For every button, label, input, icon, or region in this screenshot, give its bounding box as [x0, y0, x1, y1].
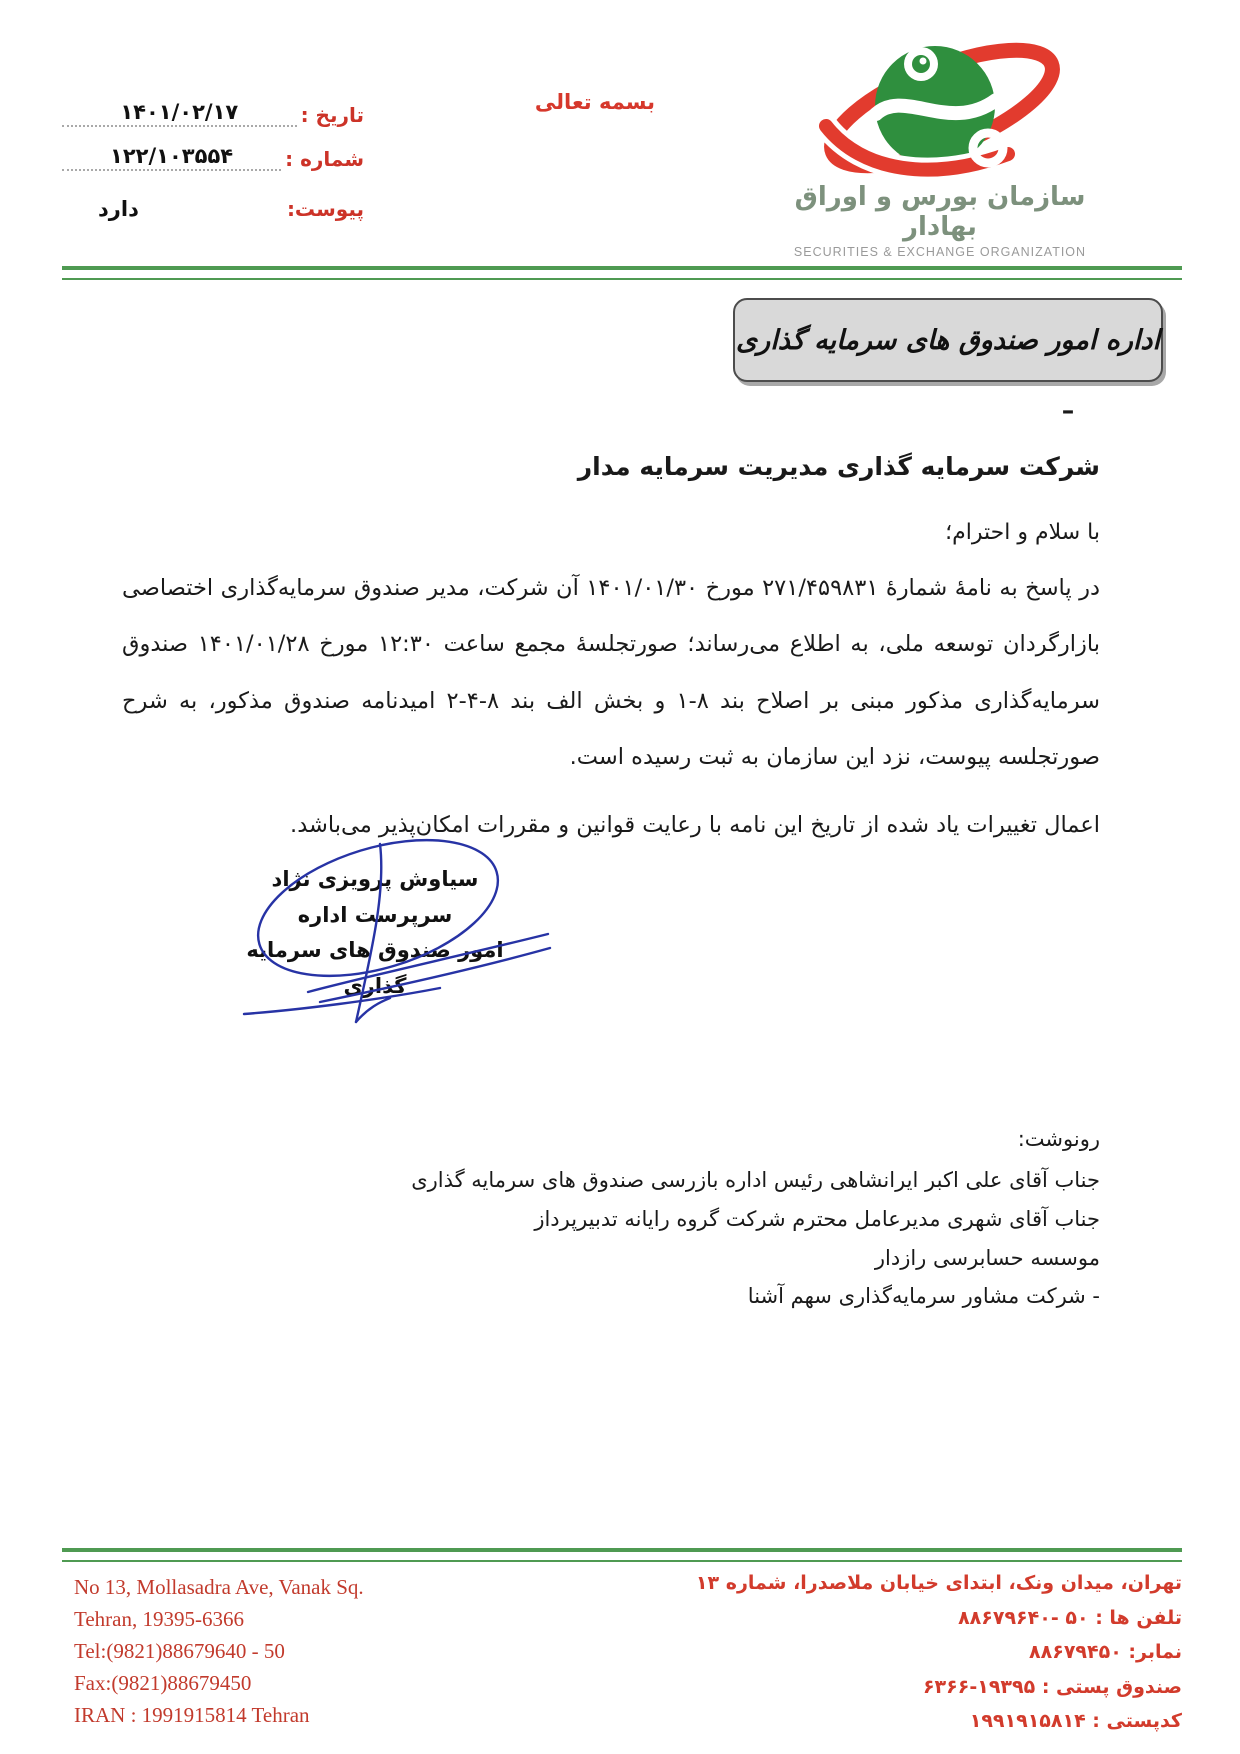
number-label: شماره :	[285, 147, 364, 171]
footer-fa-line: تلفن ها : ۵۰ -۸۸۶۷۹۶۴۰	[958, 1606, 1182, 1629]
cc-item: - شرکت مشاور سرمایه‌گذاری سهم آشنا	[747, 1284, 1100, 1309]
body-paragraph-1: در پاسخ به نامهٔ شمارهٔ ۲۷۱/۴۵۹۸۳۱ مورخ ۱۴۰۱/۰۱/۳۰ آن شرکت، مدیر صندوق سرمایه‌گذاری اختصاصی بازارگردان توسعه ملی، به اطلاع می‌رساند؛ صورتجلسهٔ مجمع ساعت ۱۲:۳۰ مورخ ۱۴۰۱/۰۱/۲۸ صندوق سرمایه‌گذاری مذکور مبنی بر اصلاح بند ۸-۱ و بخش الف بند ۸-۴-۲ امیدنامه صندوق مذکور، به شرح صورتجلسه پیوست، نزد این سازمان به ثبت رسیده است.	[122, 575, 1101, 770]
attachment-label: پیوست:	[286, 197, 364, 221]
footer-address-en	[74, 1572, 364, 1732]
organization-name-fa: سازمان بورس و اوراق بهادار	[794, 182, 1086, 242]
date-field	[62, 100, 364, 127]
attachment-value: دارد	[98, 197, 139, 221]
footer-fa-line: صندوق پستی : ۱۹۳۹۵-۶۳۶۶	[922, 1675, 1182, 1698]
date-label: تاریخ :	[300, 103, 364, 127]
body-paragraph-2: اعمال تغییرات یاد شده از تاریخ این نامه با رعایت قوانین و مقررات امکان‌پذیر می‌باشد.	[290, 812, 1100, 838]
seo-logo-icon	[800, 30, 1080, 182]
salutation: با سلام و احترام؛	[945, 520, 1100, 545]
organization-name-en: SECURITIES & EXCHANGE ORGANIZATION	[793, 245, 1087, 259]
attachment-field	[62, 197, 364, 221]
footer-divider	[62, 1548, 1182, 1562]
footer-fa-line: نمابر: ۸۸۶۷۹۴۵۰	[1029, 1641, 1182, 1664]
department-box: اداره امور صندوق های سرمایه گذاری	[733, 298, 1163, 382]
number-value: ۱۲۲/۱۰۳۵۵۴	[110, 144, 234, 168]
dash-mark: –	[1061, 396, 1075, 425]
signatory-name: سیاوش پرویزی نژاد	[271, 867, 479, 891]
footer-fa-line: کدپستی : ۱۹۹۱۹۱۵۸۱۴	[969, 1710, 1182, 1733]
cc-label: رونوشت:	[1017, 1127, 1100, 1151]
cc-item: جناب آقای علی اکبر ایرانشاهی رئیس اداره بازرسی صندوق های سرمایه گذاری	[411, 1167, 1100, 1192]
cc-section	[411, 1120, 1100, 1316]
cc-item: موسسه حسابرسی رازدار	[874, 1245, 1100, 1270]
header-divider	[62, 266, 1182, 280]
footer-en-line: Tel:(9821)88679640 - 50	[74, 1638, 285, 1663]
number-field	[62, 144, 364, 171]
signatory-title-line1: سرپرست اداره	[297, 902, 453, 927]
number-dotted-line	[62, 144, 281, 171]
footer-en-line: Fax:(9821)88679450	[74, 1670, 252, 1695]
letterhead-meta	[62, 100, 364, 238]
footer-fa-line: تهران، میدان ونک، ابتدای خیابان ملاصدرا، شماره ۱۳	[695, 1572, 1182, 1594]
recipient-name: شرکت سرمایه گذاری مدیریت سرمایه مدار	[577, 452, 1100, 481]
date-value: ۱۴۰۱/۰۲/۱۷	[120, 100, 239, 124]
date-dotted-line	[62, 100, 297, 127]
signature-block	[222, 862, 528, 1005]
bismillah-text: بسمه تعالی	[534, 90, 656, 114]
footer-en-line: IRAN : 1991915814 Tehran	[74, 1702, 310, 1727]
organization-header	[775, 30, 1105, 259]
cc-item: جناب آقای شهری مدیرعامل محترم شرکت گروه رایانه تدبیرپرداز	[534, 1206, 1100, 1231]
signatory-title-line2: امور صندوق های سرمایه گذاری	[246, 938, 504, 999]
footer-en-line: No 13, Mollasadra Ave, Vanak Sq.	[74, 1575, 364, 1599]
footer-address-fa	[696, 1566, 1182, 1739]
letter-body	[122, 560, 1100, 853]
footer-en-line: Tehran, 19395-6366	[74, 1606, 244, 1631]
